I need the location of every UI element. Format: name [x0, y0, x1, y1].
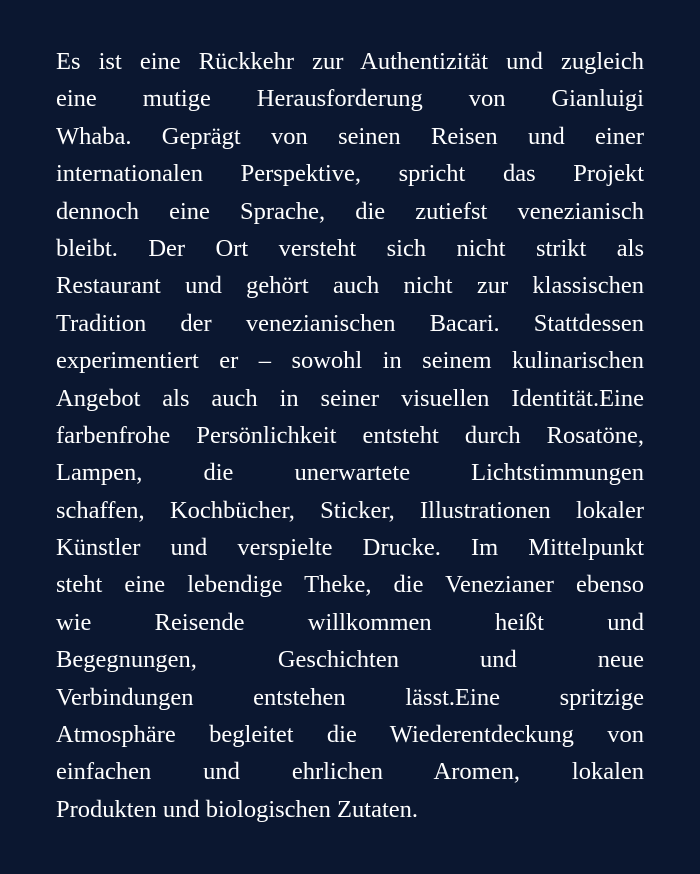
paragraph-line: Begegnungen, Geschichten und neue: [56, 646, 644, 674]
paragraph-line: schaffen, Kochbücher, Sticker, Illustrationen lokaler: [56, 496, 644, 524]
body-paragraph: [56, 43, 644, 828]
paragraph-line: Verbindungen entstehen lässt.Eine spritzige: [56, 683, 644, 711]
paragraph-line: Restaurant und gehört auch nicht zur klassischen: [56, 272, 644, 300]
paragraph-line: wie Reisende willkommen heißt und: [56, 608, 644, 636]
paragraph-line: Atmosphäre begleitet die Wiederentdeckung von: [56, 721, 644, 749]
paragraph-line: Künstler und verspielte Drucke. Im Mittelpunkt: [56, 534, 644, 562]
paragraph-line: steht eine lebendige Theke, die Venezianer ebenso: [56, 571, 644, 599]
paragraph-line: Es ist eine Rückkehr zur Authentizität und zugleich: [56, 48, 644, 75]
paragraph-line: farbenfrohe Persönlichkeit entsteht durch Rosatöne,: [56, 421, 644, 449]
paragraph-line: Lampen, die unerwartete Lichtstimmungen: [56, 459, 644, 487]
paragraph-line: einfachen und ehrlichen Aromen, lokalen: [56, 758, 644, 786]
paragraph-line: Tradition der venezianischen Bacari. Stattdessen: [56, 309, 644, 337]
paragraph-line: Whaba. Geprägt von seinen Reisen und einer: [56, 122, 644, 150]
paragraph-line: experimentiert er – sowohl in seinem kulinarischen: [56, 347, 644, 375]
paragraph-line: bleibt. Der Ort versteht sich nicht strikt als: [56, 234, 644, 262]
paragraph-line: Angebot als auch in seiner visuellen Identität.Eine: [56, 384, 644, 412]
paragraph-line: eine mutige Herausforderung von Gianluigi: [56, 85, 644, 113]
paragraph-line: internationalen Perspektive, spricht das Projekt: [56, 160, 644, 188]
paragraph-line: Produkten und biologischen Zutaten.: [56, 795, 418, 823]
paragraph-line: dennoch eine Sprache, die zutiefst venezianisch: [56, 197, 644, 225]
